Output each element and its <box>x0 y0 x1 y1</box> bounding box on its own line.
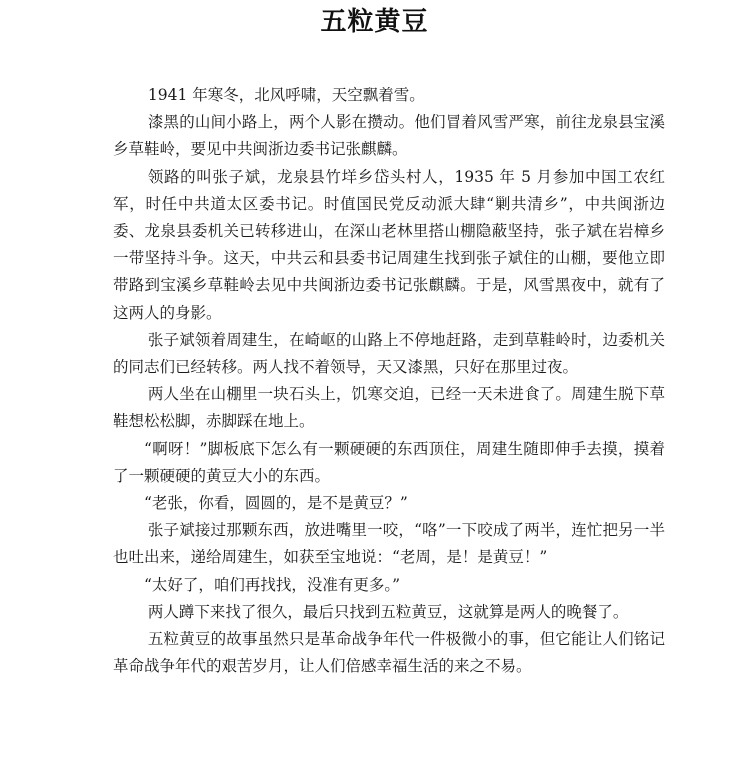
article-body <box>113 82 665 680</box>
paragraph-6: “啊呀！”脚板底下怎么有一颗硬硬的东西顶住，周建生随即伸手去摸，摸着了一颗硬硬的黄豆大小的东西。 <box>113 439 665 485</box>
paragraph-1: 1941 年寒冬，北风呼啸，天空飘着雪。 <box>147 86 425 104</box>
paragraph-2: 漆黑的山间小路上，两个人影在攒动。他们冒着风雪严寒，前往龙泉县宝溪乡草鞋岭，要见中共闽浙边委书记张麒麟。 <box>113 113 665 159</box>
paragraph-4: 张子斌领着周建生，在崎岖的山路上不停地赶路，走到草鞋岭时，边委机关的同志们已经转移。两人找不着领导，天又漆黑，只好在那里过夜。 <box>113 330 665 377</box>
paragraph-10: 两人蹲下来找了很久，最后只找到五粒黄豆，这就算是两人的晚餐了。 <box>147 602 629 621</box>
paragraph-3: 领路的叫张子斌，龙泉县竹垟乡岱头村人，1935 年 5 月参加中国工农红军，时任中共道太区委书记。时值国民党反动派大肆“剿共清乡”，中共闽浙边委、龙泉县委机关已转移进山，在深山老林里搭山棚隐蔽坚持，张子斌在岩樟乡一带坚持斗争。这天，中共云和县委书记周建生找到张子斌住的山棚，要他立即带路到宝溪乡草鞋岭去见中共闽浙边委书记张麒麟。于是，风雪黑夜中，就有了这两人的身影。 <box>113 167 665 322</box>
paragraph-9: “太好了，咱们再找找，没准有更多。” <box>144 575 401 594</box>
paragraph-11: 五粒黄豆的故事虽然只是革命战争年代一件极微小的事，但它能让人们铭记革命战争年代的艰苦岁月，让人们倍感幸福生活的来之不易。 <box>113 630 665 676</box>
paragraph-8: 张子斌接过那颗东西，放进嘴里一咬，“咯”一下咬成了两半，连忙把另一半也吐出来，递给周建生，如获至宝地说：“老周，是！是黄豆！” <box>113 521 665 567</box>
paragraph-5: 两人坐在山棚里一块石头上，饥寒交迫，已经一天未进食了。周建生脱下草鞋想松松脚，赤脚踩在地上。 <box>113 385 665 431</box>
page-title: 五粒黄豆 <box>320 7 429 37</box>
paragraph-7: “老张，你看，圆圆的，是不是黄豆？” <box>144 494 408 513</box>
